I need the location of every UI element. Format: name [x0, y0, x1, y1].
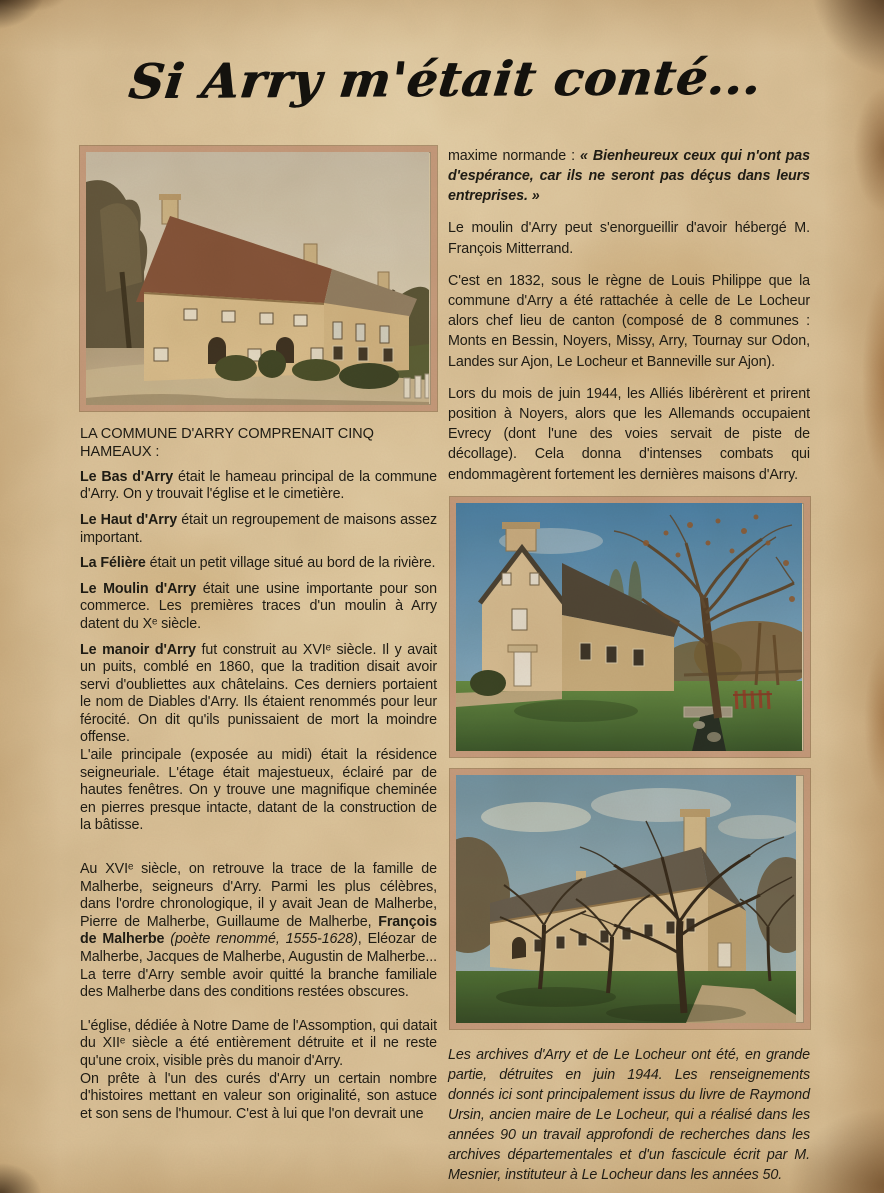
two-column-layout	[80, 146, 810, 1185]
hamlet-name: Le Bas d'Arry	[80, 468, 174, 485]
maxim-paragraph	[448, 146, 810, 207]
photo-farmhouse	[80, 146, 437, 411]
hamlet-name: La Félière	[80, 555, 146, 572]
left-column	[80, 146, 437, 1185]
hamlet-name: Le Moulin d'Arry	[80, 580, 197, 597]
hamlet-text: était un petit village situé au bord de la rivière.	[145, 555, 436, 572]
malherbe-name-bold: François de Malherbe	[80, 913, 437, 948]
hamlet-text: fut construit au XVIᵉ siècle. Il y avait un puits, comblé en 1860, que la tradition disait avoir servi d'oubliettes aux châtelains. Ces derniers portaient le nom de Diables d'Arry. Ils étaient renommés pour leur férocité. On dit qu'ils punissaient de mort la moindre offense.	[80, 641, 437, 746]
hamlet-text: était une usine importante pour son commerce. Les premières traces d'un moulin à Arry datent du Xᵉ siècle.	[80, 580, 437, 632]
hamlet-paragraph	[80, 581, 437, 634]
farmhouse-illustration	[86, 152, 429, 405]
hamlet-name: Le manoir d'Arry	[80, 641, 196, 658]
text-run: , Eléozar de Malherbe, Jacques de Malherbe, Augustin de Malherbe... La terre d'Arry semble avoir quitté la branche familiale des Malherbe dans des conditions restées obscures.	[80, 931, 438, 1001]
malherbe-dates-italic: (poète renommé, 1555-1628)	[164, 931, 358, 948]
page-title: Si Arry m'était conté...	[125, 49, 765, 111]
manor-stream-illustration	[456, 503, 802, 751]
hamlet-paragraph	[80, 555, 437, 573]
hamlet-paragraph	[80, 512, 437, 547]
priest-paragraph: On prête à l'un des curés d'Arry un certain nombre d'histoires mettant en valeur son originalité, son astuce et son sens de l'humour. C'est à lui que l'on devrait une	[80, 1070, 437, 1122]
archives-caption: Les archives d'Arry et de Le Locheur ont été, en grande partie, détruites en juin 1944. Les renseignements donnés ici sont principalement issus du livre de Raymond Ursin, ancien maire de Le Locheur, qui a réalisé dans les années 90 un travail approfondi de recherches dans les archives départementales et d'un fascicule écrit par M. Mesnier, instituteur à Le Locheur dans les années 50.	[448, 1046, 810, 1183]
photo-long-building	[450, 769, 810, 1029]
guerre-paragraph: Lors du mois de juin 1944, les Alliés libérèrent et prirent position à Noyers, alors que les Allemands occupaient Evrecy (dont l'une des voies servait de piste de décollage). Cela donna d'intenses combats qui endommagèrent fortement les dernières maisons d'Arry.	[448, 385, 810, 483]
long-building-illustration	[456, 775, 796, 1023]
section-heading: LA COMMUNE D'ARRY COMPRENAIT CINQ HAMEAUX :	[80, 425, 374, 461]
photo-manor-stream	[450, 497, 810, 757]
right-column	[448, 146, 810, 1185]
hamlet-text: était le hameau principal de la commune d'Arry. On y trouvait l'église et le cimetière.	[80, 468, 438, 503]
moulin-paragraph: Le moulin d'Arry peut s'enorgueillir d'avoir hébergé M. François Mitterrand.	[448, 220, 810, 257]
manor-wing-paragraph: L'aile principale (exposée au midi) était la résidence seigneuriale. L'étage était majestueux, éclairé par de hautes fenêtres. On y trouve une magnifique cheminée en pierres presque intacte, datant de la construction de la bâtisse.	[80, 747, 437, 834]
text-run: Au XVIᵉ siècle, on retrouve la trace de la famille de Malherbe, seigneurs d'Arry. Parmi les plus célèbres, dans l'ordre chronologique, il y avait Jean de Malherbe, Pierre de Malherbe, Guillaume de Malherbe,	[80, 861, 437, 930]
hamlet-text: était un regroupement de maisons assez important.	[80, 511, 437, 546]
photo-spacer	[448, 757, 810, 769]
malherbe-paragraph	[80, 861, 437, 1002]
text-run: maxime normande :	[448, 147, 580, 164]
rattachement-paragraph: C'est en 1832, sous le règne de Louis Philippe que la commune d'Arry a été rattachée à celle de Le Locheur alors chef lieu de canton (composé de 8 communes : Monts en Bessin, Noyers, Missy, Arry, Tournay sur Odon, Landes sur Ajon, Le Locheur et Banneville sur Ajon).	[448, 272, 810, 370]
maxim-quote: « Bienheureux ceux qui n'ont pas d'espérance, car ils ne seront pas déçus dans leurs entreprises. »	[448, 147, 810, 205]
hamlet-paragraph	[80, 642, 437, 748]
church-paragraph: L'église, dédiée à Notre Dame de l'Assomption, qui datait du XIIᵉ siècle a été entièrement détruite et il ne reste qu'une croix, visible près du manoir d'Arry.	[80, 1017, 437, 1069]
hamlet-name: Le Haut d'Arry	[80, 511, 178, 528]
hamlet-paragraph	[80, 469, 437, 504]
